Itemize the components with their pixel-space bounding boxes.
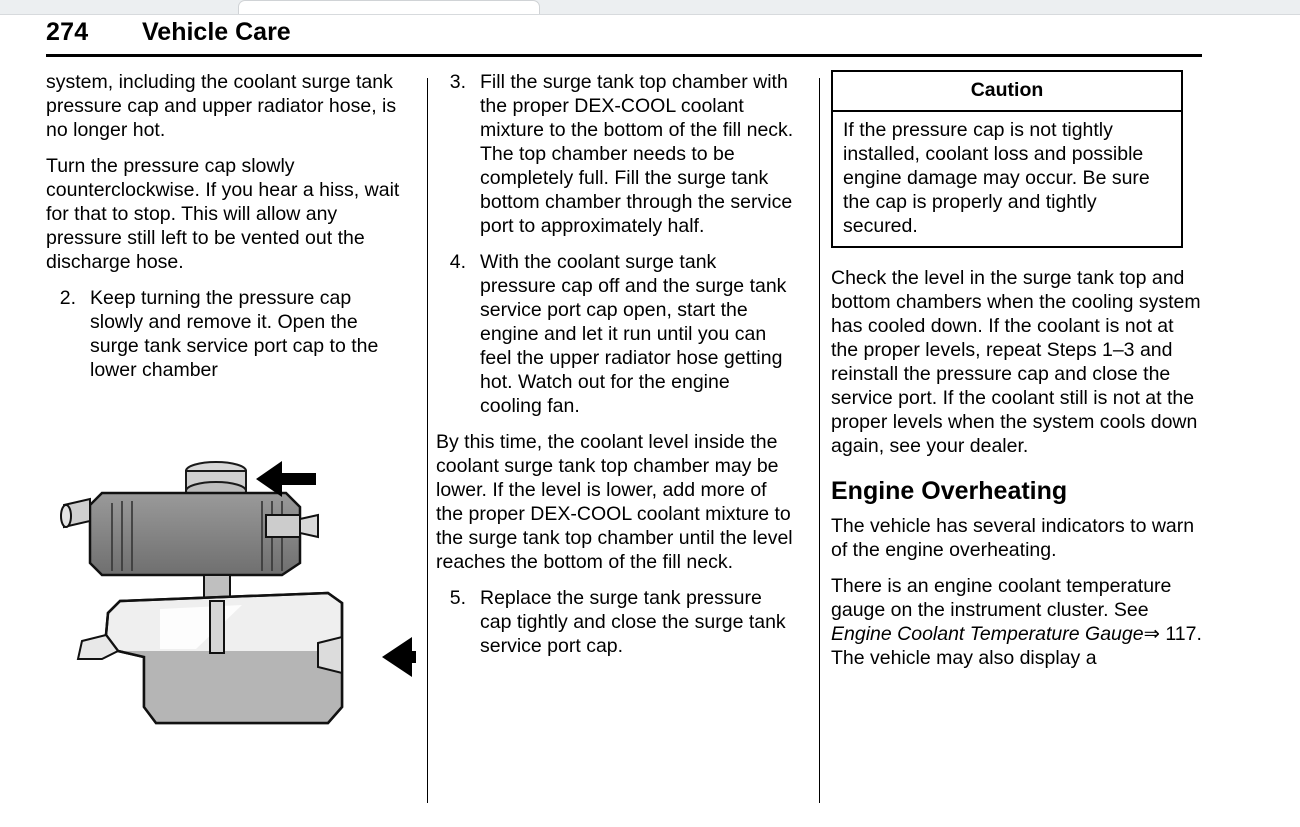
chapter-title: Vehicle Care — [142, 18, 291, 46]
list-item-step-3 — [436, 70, 796, 238]
column-1 — [46, 70, 406, 810]
column-2 — [436, 70, 796, 810]
section-heading-engine-overheating: Engine Overheating — [831, 477, 1068, 505]
browser-tab[interactable] — [238, 0, 540, 14]
list-item-step-2 — [46, 286, 406, 382]
column-divider-2 — [819, 78, 820, 803]
paragraph-indicators: The vehicle has several indicators to warn of the engine overheating. — [831, 515, 1195, 561]
step-3-text: Fill the surge tank top chamber with the proper DEX-COOL coolant mixture to the bottom of the fill neck. The top chamber needs to be completely full. Fill the surge tank bottom chamber through the service port to approximately half. — [480, 71, 794, 237]
caution-box — [831, 70, 1183, 248]
list-item-step-4 — [436, 250, 796, 418]
step-3-number: 3. — [449, 71, 466, 93]
step-2-number: 2. — [59, 287, 76, 309]
coolant-surge-tank-illustration — [56, 445, 416, 765]
caution-text: If the pressure cap is not tightly installed, coolant loss and possible engine damage may occur. Be sure the cap is properly and tightly secured. — [843, 119, 1150, 237]
page-number: 274 — [46, 18, 89, 46]
step-2-text: Keep turning the pressure cap slowly and remove it. Open the surge tank service port cap to the lower chamber — [90, 287, 379, 381]
list-item-step-5 — [436, 586, 796, 658]
arrow-upper — [256, 461, 316, 497]
cross-reference-page[interactable]: ⇒ 117 — [1143, 623, 1197, 645]
step-4-number: 4. — [449, 251, 466, 273]
page-header — [46, 18, 1202, 52]
step-5-number: 5. — [449, 587, 466, 609]
paragraph-system-not-hot: system, including the coolant surge tank pressure cap and upper radiator hose, is no longer hot. — [46, 71, 397, 141]
arrow-lower — [382, 637, 416, 677]
paragraph-temperature-gauge — [831, 574, 1202, 670]
column-divider-1 — [427, 78, 428, 803]
caution-title: Caution — [833, 72, 1181, 112]
browser-top-strip — [0, 0, 1300, 15]
header-rule — [46, 54, 1202, 57]
paragraph-temperature-gauge-end: . The vehicle may also display a — [831, 623, 1202, 669]
cross-reference-title: Engine Coolant Temperature Gauge — [831, 623, 1144, 645]
column-3 — [831, 70, 1202, 810]
paragraph-step-4-continued: By this time, the coolant level inside the coolant surge tank top chamber may be lower. If the level is lower, add more of the proper DEX-COOL coolant mixture to the surge tank top chamber until the level reaches the bottom of the fill neck. — [436, 431, 793, 573]
paragraph-turn-pressure-cap: Turn the pressure cap slowly counterclockwise. If you hear a hiss, wait for that to stop. This will allow any pressure still left to be vented out the discharge hose. — [46, 155, 400, 273]
step-5-text: Replace the surge tank pressure cap tightly and close the surge tank service port cap. — [480, 587, 786, 657]
page-columns — [46, 70, 1202, 810]
step-4-text: With the coolant surge tank pressure cap off and the surge tank service port cap open, start the engine and let it run until you can feel the upper radiator hose getting hot. Watch out for the engine cooling fan. — [480, 251, 787, 417]
paragraph-temperature-gauge-start: There is an engine coolant temperature gauge on the instrument cluster. See — [831, 575, 1172, 621]
paragraph-check-level: Check the level in the surge tank top and bottom chambers when the cooling system has cooled down. If the coolant is not at the proper levels, repeat Steps 1–3 and reinstall the pressure cap and close the service port. If the coolant still is not at the proper levels when the system cools down again, see your dealer. — [831, 267, 1201, 457]
